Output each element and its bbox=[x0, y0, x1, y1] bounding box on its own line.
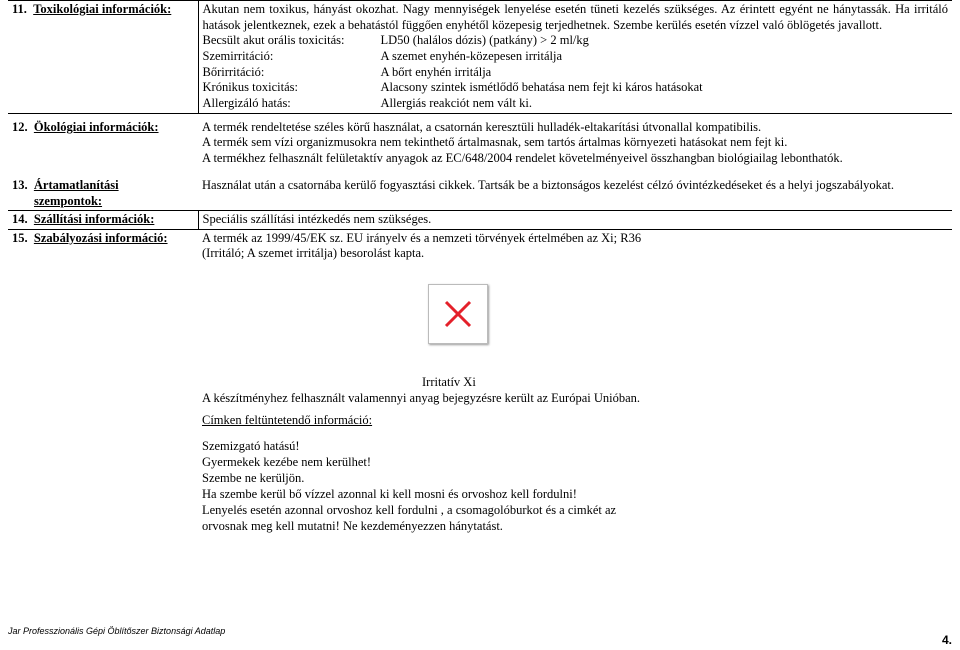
tox-value-eye: A szemet enyhén-közepesen irritálja bbox=[380, 48, 563, 63]
section-13-heading bbox=[8, 172, 198, 211]
section-13-number: 13. bbox=[12, 178, 28, 193]
section-13-title-2: szempontok: bbox=[34, 193, 103, 208]
section-15-row bbox=[8, 229, 952, 535]
section-11-title: Toxikológiai információk: bbox=[33, 2, 172, 16]
label-line: Lenyelés esetén azonnal orvoshoz kell fordulni , a csomagolóburkot és a cimkét az bbox=[202, 502, 617, 517]
section-14-text: Speciális szállítási intézkedés nem szükséges. bbox=[202, 212, 432, 227]
section-14-row bbox=[8, 211, 952, 230]
tox-value-chronic: Alacsony szintek ismétlődő behatása nem fejt ki káros hatásokat bbox=[380, 80, 703, 95]
page-number: 4. bbox=[941, 633, 952, 647]
section-13-text: Használat után a csatornába kerülő fogyasztási cikkek. Tartsák be a biztonságos kezelést célzó óvintézkedéseket és a helyi jogszabályokat. bbox=[202, 178, 895, 193]
section-15-text: A termék az 1999/45/EK sz. EU irányelv és a nemzeti törvények értelmében az Xi; R36 (Irritáló; A szemet irritálja) besorolást kapta. bbox=[202, 230, 642, 261]
section-13-row bbox=[8, 172, 952, 211]
section-14-title: Szállítási információk: bbox=[33, 212, 155, 227]
label-line: Ha szembe kerül bő vízzel azonnal ki kell mosni és orvoshoz kell fordulni! bbox=[202, 486, 577, 501]
toxicity-grid bbox=[203, 33, 949, 112]
section-11-heading bbox=[8, 1, 198, 114]
label-line: Szemizgató hatású! bbox=[202, 438, 300, 453]
section-13-title-1: Ártamatlanítási bbox=[33, 178, 119, 193]
eu-registration-text: A készítményhez felhasznált valamennyi anyag bejegyzésre került az Európai Unióban. bbox=[202, 390, 641, 405]
section-12-p3: A termékhez felhasznált felületaktív anyagok az EC/648/2004 rendelet követelményeivel összhangban biológiailag lebonthatók. bbox=[202, 150, 843, 165]
label-line: Gyermekek kezébe nem kerülhet! bbox=[202, 454, 372, 469]
section-15-number: 15. bbox=[12, 230, 28, 245]
section-12-number: 12. bbox=[12, 119, 28, 134]
tox-value-skin: A bőrt enyhén irritálja bbox=[380, 64, 492, 79]
sds-table bbox=[8, 0, 952, 535]
safety-data-sheet bbox=[8, 0, 952, 535]
footer-company: Jar Professzionális Gépi Öblítőszer Biztonsági Adatlap bbox=[8, 626, 226, 636]
label-info-heading: Címken feltüntetendő információ: bbox=[202, 412, 373, 427]
hazard-symbol-label: Irritatív Xi bbox=[422, 374, 476, 389]
tox-label-eye: Szemirritáció: bbox=[202, 48, 274, 63]
tox-label-skin: Bőrirritáció: bbox=[202, 64, 265, 79]
section-15-content bbox=[198, 229, 952, 535]
section-11-intro: Akutan nem toxikus, hányást okozhat. Nagy mennyiségek lenyelése esetén tüneti kezelés szükséges. Az érintett egyént ne hánytassák. Ha irritáló hatások jelentkeznek, ezek a behatástól függően enyhétől közepesig terjedhetnek. Szembe kerülés esetén vízzel való öblögetés javallott. bbox=[202, 2, 948, 32]
section-14-number: 14. bbox=[12, 212, 28, 227]
section-12-heading bbox=[8, 113, 198, 172]
section-11-row bbox=[8, 1, 952, 114]
tox-label-chronic: Krónikus toxicitás: bbox=[202, 80, 298, 95]
label-line: orvosnak meg kell mutatni! Ne kezdeményezzen hánytatást. bbox=[202, 518, 503, 533]
tox-value-acute: LD50 (halálos dózis) (patkány) > 2 ml/kg bbox=[380, 33, 589, 47]
section-14-content bbox=[198, 211, 952, 230]
tox-label-allergy: Allergizáló hatás: bbox=[202, 96, 291, 111]
section-15-heading bbox=[8, 229, 198, 535]
section-14-heading bbox=[8, 211, 198, 230]
section-12-p2: A termék sem vízi organizmusokra nem tekinthető ártalmasnak, sem tartós ártalmas környezeti hatásokat nem fejt ki. bbox=[202, 135, 788, 150]
section-11-number: 11. bbox=[12, 2, 27, 16]
label-line: Szembe ne kerüljön. bbox=[202, 470, 305, 485]
tox-label-acute: Becsült akut orális toxicitás: bbox=[202, 33, 345, 47]
tox-value-allergy: Allergiás reakciót nem vált ki. bbox=[380, 96, 532, 111]
section-15-title: Szabályozási információ: bbox=[33, 230, 168, 245]
section-12-title: Ökológiai információk: bbox=[33, 119, 159, 134]
hazard-x-icon bbox=[429, 285, 487, 343]
section-11-content bbox=[198, 1, 952, 114]
section-12-row bbox=[8, 113, 952, 172]
section-13-content bbox=[198, 172, 952, 211]
section-12-content bbox=[198, 113, 952, 172]
hazard-symbol bbox=[428, 284, 488, 344]
section-12-p1: A termék rendeltetése széles körű használat, a csatornán keresztüli hulladék-eltakarítási útvonallal kompatibilis. bbox=[202, 119, 762, 134]
